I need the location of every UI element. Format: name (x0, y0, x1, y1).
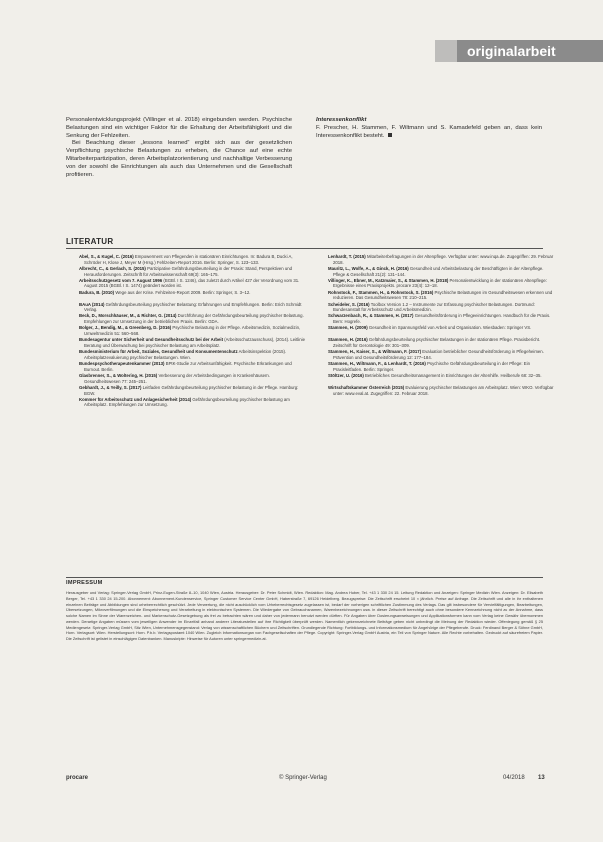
reference-entry (79, 325, 307, 336)
conflict-statement (316, 125, 542, 141)
page-footer (66, 775, 543, 785)
reference-author: Mauritz, L., Wolfe, A., & Ginck, H. (2016) (328, 265, 409, 271)
reference-text: Durchführung der Gefährdungsbeurteilung psychischer Belastung. Empfehlungen zur Umsetzung in der betrieblichen Praxis. Berlin: GDA. (84, 313, 304, 325)
reference-author: Scheideler, S. (2016) (328, 301, 370, 307)
body-column-right (316, 117, 542, 140)
reference-entry (328, 290, 556, 301)
reference-text: Personalentwicklung in der stationären Altenpflege: Ergebnisse eines Praxisprojekts. procare 23(4): 12–18. (333, 277, 547, 289)
reference-text: Psychische Belastung in der Pflege. Arbeitsmedizin, Sozialmedizin, Umweltmedizin 51: 560–568. (84, 325, 301, 337)
reference-author: Stöltzer, U. (2016) (328, 372, 364, 378)
reference-text: Gefährdungsbeurteilung psychischer Belastung am Arbeitsplatz. Empfehlungen zur Umsetzung. (84, 396, 290, 408)
reference-entry (79, 278, 307, 289)
reference-author: Wirtschaftskammer Österreich (2015) (328, 384, 405, 390)
reference-text: BPtK-Studie zur Arbeitsunfähigkeit. Psychische Erkrankungen und Burnout. Berlin. (84, 361, 292, 372)
reference-text: Evaluierung psychischer Belastungen am Arbeitsplatz. Wien: WKO. Verfügbar unter: www.eval.at. Zugegriffen: 22. Februar 2018. (333, 384, 554, 396)
page-number: 13 (538, 775, 545, 781)
reference-text: Betriebliches Gesundheitsmanagement in Einrichtungen der Altenhilfe. Heilberufe 68: 32–35. (365, 372, 542, 378)
reference-entry (328, 373, 556, 384)
body-paragraph-2: Bei Beachtung dieser „lessons learned“ ergibt sich aus der gesetzlichen Verpflichtung psychische Belastungen zu erheben, die Chance auf eine echte Mitarbeiterpartizipation, deren Arbeitsplatzorientierung und nachhaltige Verbesserung von der sowohl die Einrichtungen als auch das Unternehmen und die Gesellschaft profitieren. (66, 140, 292, 178)
reference-author: Albrecht, C., & Gerlach, S. (2015) (79, 265, 146, 271)
literature-heading: LITERATUR (66, 237, 543, 249)
reference-author: Stammen, H., Kaiser, S., & Wiltmann, F. (2017) (328, 349, 422, 355)
reference-author: Stammen, H. (2016) (328, 337, 368, 343)
reference-author: Arbeitsschutzgesetz vom 7. August 1996 (79, 277, 163, 283)
reference-author: Stammen, H., Wiltmann, F., & Lenhardt, T. (2016) (328, 361, 426, 367)
reference-text: Mitarbeiterbefragungen in der Altenpflege. Verfügbar unter: www.inqa.de. Zugegriffen: 29. Februar 2018. (333, 254, 554, 265)
reference-author: Bundespsychotherapeutenkammer (2013) (79, 361, 165, 367)
reference-text: Wege aus der Krise. Fehlzeiten-Report 2009. Berlin: Springer, S. 3–12. (115, 289, 251, 295)
imprint-divider (66, 577, 543, 578)
reference-entry (79, 373, 307, 384)
footer-publisher: © Springer-Verlag (279, 775, 327, 781)
conflict-text: F. Prescher, H. Stammen, F. Wiltmann und S. Kamadefeld geben an, dass kein Interessenkonflikt besteht. (316, 124, 542, 139)
reference-text: Empowerment von Pflegenden in stationären Einrichtungen. In: Badura B, Ducki A, Schröder H, Klose J, Meyer M (Hrsg.) Fehlzeiten-Report 2016. Berlin: Springer, S. 123–133. (84, 254, 293, 265)
references-right-column (328, 254, 556, 397)
reference-author: Badura, B. (2010) (79, 289, 115, 295)
reference-entry (79, 397, 307, 408)
footer-issue: 04/2018 (503, 775, 525, 781)
end-of-article-mark (388, 133, 392, 137)
reference-text: Psychische Gefährdungsbeurteilung in der Pflege: Ein Praxisleitfaden. Berlin: Springer. (333, 361, 531, 372)
references-left-column (79, 254, 307, 409)
reference-entry (328, 278, 556, 289)
reference-entry (79, 349, 307, 360)
reference-text: (Arbeitsschutzausschuss), (2014). Leitlinie Beratung und Überwachung bei psychischer Belastung am Arbeitsplatz. (84, 337, 305, 348)
reference-author: Rohnstock, F., Stammen, H., & Rohnstock, S. (2016) (328, 289, 434, 295)
reference-author: Bundesagentur unter Sicherheit und Gesundheitsschutz bei der Arbeit (79, 337, 224, 343)
reference-text: Evaluation betrieblicher Gesundheitsförderung in Pflegeheimen. Prävention und Gesundheitsförderung 12: 177–184. (333, 349, 544, 360)
reference-text: Leitfaden Gefährdungsbeurteilung psychischer Belastung in der Pflege. Hamburg: BGW. (84, 384, 299, 396)
reference-author: Glasbrenner, S., & Woltering, H. (2015) (79, 372, 158, 378)
reference-author: Stammen, H. (2009) (328, 325, 368, 331)
body-paragraph-1: Personalentwicklungsprojekt (Villinger et al. 2018) eingebunden werden. Psychische Belastungen sind ein wichtiger Faktor für die Erhaltung der Arbeitsfähigkeit und die Senkung der Fehlzeiten. (66, 117, 292, 139)
reference-entry (328, 337, 556, 348)
reference-text: Gefährdungsbeurteilung psychischer Belastung: Erfahrungen und Empfehlungen. Berlin: Erich Schmidt Verlag. (84, 301, 302, 313)
reference-author: BAuA (2014) (79, 301, 105, 307)
reference-entry (328, 302, 556, 313)
reference-entry (328, 254, 556, 265)
imprint-heading: IMPRESSUM (66, 580, 103, 586)
reference-text: Verbesserung der Arbeitsbedingungen in Krankenhäusern. Gesundheitswesen 77: 245–251. (84, 372, 271, 384)
reference-entry (79, 290, 307, 301)
footer-journal: procare (66, 775, 89, 781)
body-column-left (66, 117, 292, 179)
reference-text: (BGBl. I S. 1246), das zuletzt durch Artikel 427 der Verordnung vom 31. August 2015 (BGBl. I S. 1474) geändert worden ist. (84, 277, 300, 289)
reference-entry (79, 385, 307, 396)
reference-author: Villinger, K., Ebner, M., Katzmaier, S., & Stammen, H. (2018) (328, 277, 449, 283)
reference-text: Partizipative Gefährdungsbeurteilung in der Praxis: Stand, Perspektiven und Herausforderungen. Zeitschrift für Arbeitswissenschaft 69(3): 165–175. (84, 265, 293, 277)
reference-author: Lenhardt, T. (2015) (328, 254, 366, 259)
reference-author: Bolger, J., Bendig, M., & Greenberg, D. (2016) (79, 325, 172, 331)
reference-author: Beck, D., Morschhäuser, M., & Richter, G. (2014) (79, 313, 177, 319)
reference-text: Arbeitsinspektion (2015). Arbeitsplatzevaluierung psychischer Belastungen. Wien. (84, 349, 287, 360)
reference-entry (328, 325, 556, 336)
reference-text: Gesundheitsförderung in Pflegeeinrichtungen. Handbuch für die Praxis. Bern: Hogrefe. (333, 313, 551, 325)
reference-author: Schwarzenbach, R., & Stammen, H. (2017) (328, 313, 414, 319)
conflict-heading: Interessenkonflikt (316, 117, 367, 123)
reference-author: Abel, S., & Kugel, C. (2016) (79, 254, 134, 259)
reference-text: Gefährdungsbeurteilung psychischer Belastungen in der stationären Pflege. Praxisbericht. Zeitschrift für Gerontologie 49: 301–309. (333, 337, 541, 348)
reference-entry (328, 266, 556, 277)
reference-entry (79, 337, 307, 348)
reference-text: Psychische Belastungen im Gesundheitswesen erkennen und reduzieren. Das Gesundheitswesen 78: 210–215. (333, 289, 553, 301)
reference-text: Gesundheit und Arbeitsbelastung der Beschäftigten in der Altenpflege. Pflege & Gesellschaft 21(2): 131–144. (333, 265, 544, 277)
reference-entry (79, 266, 307, 277)
reference-author: Bundesministerium für Arbeit, Soziales, Gesundheit und Konsumentenschutz (79, 349, 238, 355)
reference-entry (79, 302, 307, 313)
reference-entry (328, 349, 556, 360)
reference-entry (79, 254, 307, 265)
reference-text: Gesundheit im Spannungsfeld von Arbeit und Organisation. Wiesbaden: Springer VS. (368, 325, 532, 331)
reference-author: Kommer für Arbeitsschutz und Anlagesicherheit (2014) (79, 396, 192, 402)
reference-text: Toolbox Version 1.2 – Instrumente zur Erfassung psychischer Belastungen. Dortmund: Bundesanstalt für Arbeitsschutz und Arbeitsmedizin. (333, 301, 535, 313)
reference-entry (79, 313, 307, 324)
reference-entry (328, 361, 556, 372)
section-banner (457, 40, 603, 62)
section-label: originalarbeit (467, 43, 556, 59)
reference-entry (328, 313, 556, 324)
reference-author: Gebhardt, J., & Yeilly, S. (2017) (79, 384, 142, 390)
reference-entry (328, 385, 556, 396)
imprint-text: Herausgeber und Verlag: Springer-Verlag GmbH, Prinz-Eugen-Straße 8–10, 1040 Wien, Austria. Herausgeber: Dr. Peter Schmidt, Wien. Redaktion: Mag. Andrea Huber, Tel. +43 1 330 24 15. Leitung Redaktion und Anzeigen: Springer Medizin Wien. Anzeigen: Dr. Elisabeth Berger, Tel. +43 1 330 24 15-200. Abonnement: Abonnement-Kundenservice, Springer Customer Service Center GmbH, Haberstraße 7, 69126 Heidelberg. Bezugspreise: Die Zeitschrift erscheint 10 × jährlich. Preise auf Anfrage. Die Zeitschrift und alle in ihr enthaltenen einzelnen Beiträge und Abbildungen sind urheberrechtlich geschützt. Jede Verwertung, die nicht ausdrücklich vom Urheberrechtsgesetz zugelassen ist, bedarf der vorherigen schriftlichen Zustimmung des Verlags. Das gilt insbesondere für Vervielfältigungen, Bearbeitungen, Übersetzungen, Mikroverfilmungen und die Einspeicherung und Verarbeitung in elektronischen Systemen. Die Wiedergabe von Gebrauchsnamen, Warenbezeichnungen usw. in dieser Zeitschrift berechtigt auch ohne besondere Kennzeichnung nicht zu der Annahme, dass solche Namen im Sinne der Warenzeichen- und Markenschutz-Gesetzgebung als frei zu betrachten wären und daher von jedermann benutzt werden dürften. Für Angaben über Dosierungsanweisungen und Applikationsformen kann vom Verlag keine Gewähr übernommen werden. Derartige Angaben müssen vom jeweiligen Anwender im Einzelfall anhand anderer Literaturstellen auf ihre Richtigkeit überprüft werden. Namentlich gekennzeichnete Beiträge geben nicht unbedingt die Meinung der Redaktion wieder. Offenlegung gemäß § 25 Mediengesetz: Springer-Verlag GmbH, Sitz Wien, Unternehmensgegenstand: Verlag von wissenschaftlichen Büchern und Zeitschriften. Grundlegende Richtung: Fortbildungs- und Informationsmedium für Angehörige der Pflegeberufe. Druck: Ferdinand Berger & Söhne GmbH, Horn. Verlagsort: Wien. Herstellungsort: Horn. P.b.b. Verlagspostamt 1040 Wien. Zugleich Informationsorgan von Fachgesellschaften der Pflege. Copyright: Springer-Verlag GmbH Austria, ein Teil von Springer Nature. Alle Rechte vorbehalten. Gedruckt auf säurefreiem Papier. Die Zeitschrift ist gelistet in einschlägigen Datenbanken. Manuskripte: Hinweise für Autoren unter springermedizin.at. (66, 590, 543, 641)
reference-entry (79, 361, 307, 372)
